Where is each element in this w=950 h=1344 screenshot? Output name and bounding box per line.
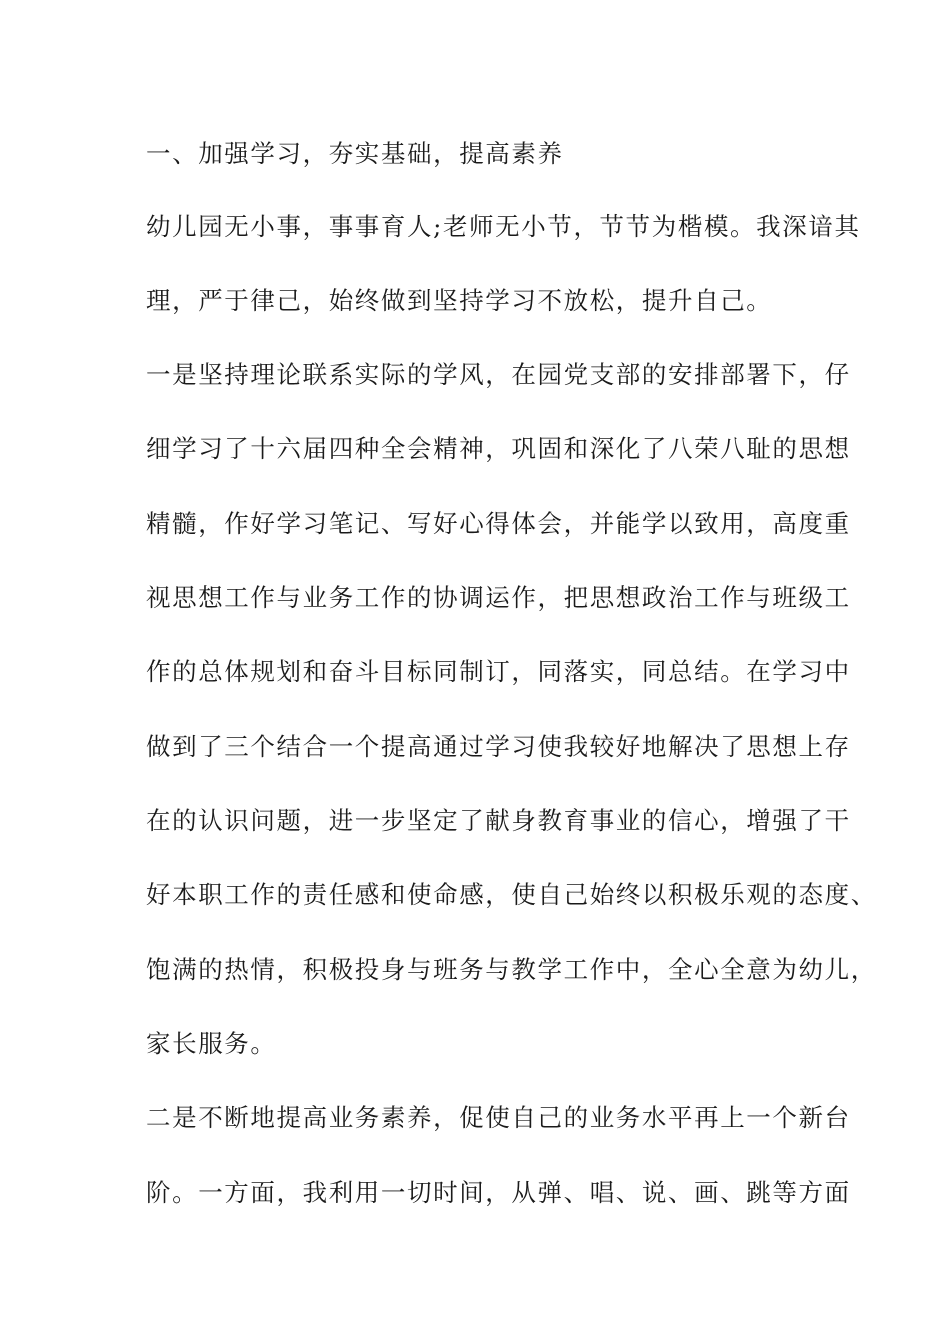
text-line: 视思想工作与业务工作的协调运作，把思想政治工作与班级工 <box>146 583 851 612</box>
text-line: 饱满的热情，积极投身与班务与教学工作中，全心全意为幼儿， <box>146 955 877 984</box>
section-heading: 一、加强学习，夯实基础，提高素养 <box>146 139 564 168</box>
text-line: 细学习了十六届四种全会精神，巩固和深化了八荣八耻的思想 <box>146 434 851 463</box>
text-line: 幼儿园无小事，事事育人;老师无小节，节节为楷模。我深谙其 <box>146 212 861 241</box>
text-line: 家长服务。 <box>146 1029 277 1058</box>
text-line: 一是坚持理论联系实际的学风，在园党支部的安排部署下，仔 <box>146 360 851 389</box>
text-line: 阶。一方面，我利用一切时间，从弹、唱、说、画、跳等方面 <box>146 1178 851 1207</box>
text-line: 做到了三个结合一个提高通过学习使我较好地解决了思想上存 <box>146 732 851 761</box>
text-line: 好本职工作的责任感和使命感，使自己始终以积极乐观的态度、 <box>146 880 877 909</box>
text-line: 作的总体规划和奋斗目标同制订，同落实，同总结。在学习中 <box>146 657 851 686</box>
text-line: 理，严于律己，始终做到坚持学习不放松，提升自己。 <box>146 286 773 315</box>
text-line: 精髓，作好学习笔记、写好心得体会，并能学以致用，高度重 <box>146 509 851 538</box>
text-line: 在的认识问题，进一步坚定了献身教育事业的信心，增强了干 <box>146 806 851 835</box>
text-line: 二是不断地提高业务素养，促使自己的业务水平再上一个新台 <box>146 1103 851 1132</box>
